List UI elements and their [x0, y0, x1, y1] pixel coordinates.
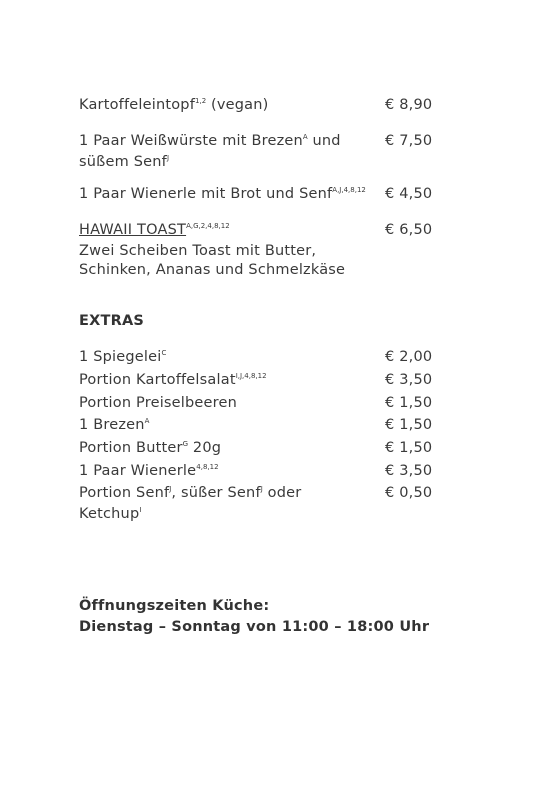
extras-item-name: 1 Paar Wienerle$^{4,8,12}$: [79, 463, 219, 479]
extras-heading: EXTRAS: [79, 313, 145, 329]
extras-item: [79, 416, 439, 437]
menu-item-price: € 8,90: [385, 97, 433, 113]
extras-item-name: Portion Preiselbeeren: [79, 395, 238, 411]
extras-item-price: € 3,50: [385, 463, 433, 479]
menu-item-name: Kartoffeleintopf$^{1,2}$ (vegan): [79, 97, 269, 113]
menu-item-price: € 4,50: [385, 186, 433, 202]
extras-item: [79, 462, 439, 483]
extras-item-price: € 1,50: [385, 417, 433, 433]
extras-item: [79, 439, 439, 460]
extras-item: [79, 348, 439, 369]
menu-item-price: € 6,50: [385, 222, 433, 238]
extras-item-name: 1 Spiegelei$^C$: [79, 349, 167, 365]
extras-item-price: € 0,50: [385, 485, 433, 501]
extras-item-name: Portion Kartoffelsalat$^{I,J,4,8,12}$: [79, 372, 267, 388]
extras-item: [79, 371, 439, 392]
menu-item-name: 1 Paar Wienerle mit Brot und Senf$^{A,J,4,8,12}$: [79, 186, 366, 202]
menu-item-name: 1 Paar Weißwürste mit Brezen$^A$ und süßem Senf$^J$: [79, 133, 341, 170]
menu-item-name: HAWAII $TOAST^{A,G,2,4,8,12}$ Zwei Scheiben Toast mit Butter, Schinken, Ananas und Schmelzkäse: [79, 222, 346, 278]
kitchen-hours-title: Öffnungszeiten Küche:: [79, 598, 270, 614]
extras-item-name: Portion Senf$^J$, süßer Senf$^J$ oder Ketchup$^I$: [79, 485, 302, 522]
extras-item: [79, 394, 439, 413]
menu-item: [79, 221, 439, 280]
menu-item-description: Zwei Scheiben Toast mit Butter, Schinken, Ananas und Schmelzkäse: [79, 243, 346, 278]
kitchen-hours: [79, 596, 429, 638]
extras-item-price: € 2,00: [385, 349, 433, 365]
extras-item-name: Portion Butter$^G$ 20g: [79, 440, 222, 456]
menu-item-price: € 7,50: [385, 133, 433, 149]
extras-item: [79, 484, 439, 526]
extras-item-price: € 1,50: [385, 440, 433, 456]
extras-item-price: € 3,50: [385, 372, 433, 388]
kitchen-hours-times: Dienstag – Sonntag von 11:00 – 18:00 Uhr: [79, 619, 430, 635]
menu-item: [79, 96, 439, 117]
extras-item-name: 1 Brezen$^A$: [79, 417, 150, 433]
menu-item: [79, 132, 439, 174]
menu-item: [79, 185, 439, 206]
extras-item-price: € 1,50: [385, 395, 433, 411]
